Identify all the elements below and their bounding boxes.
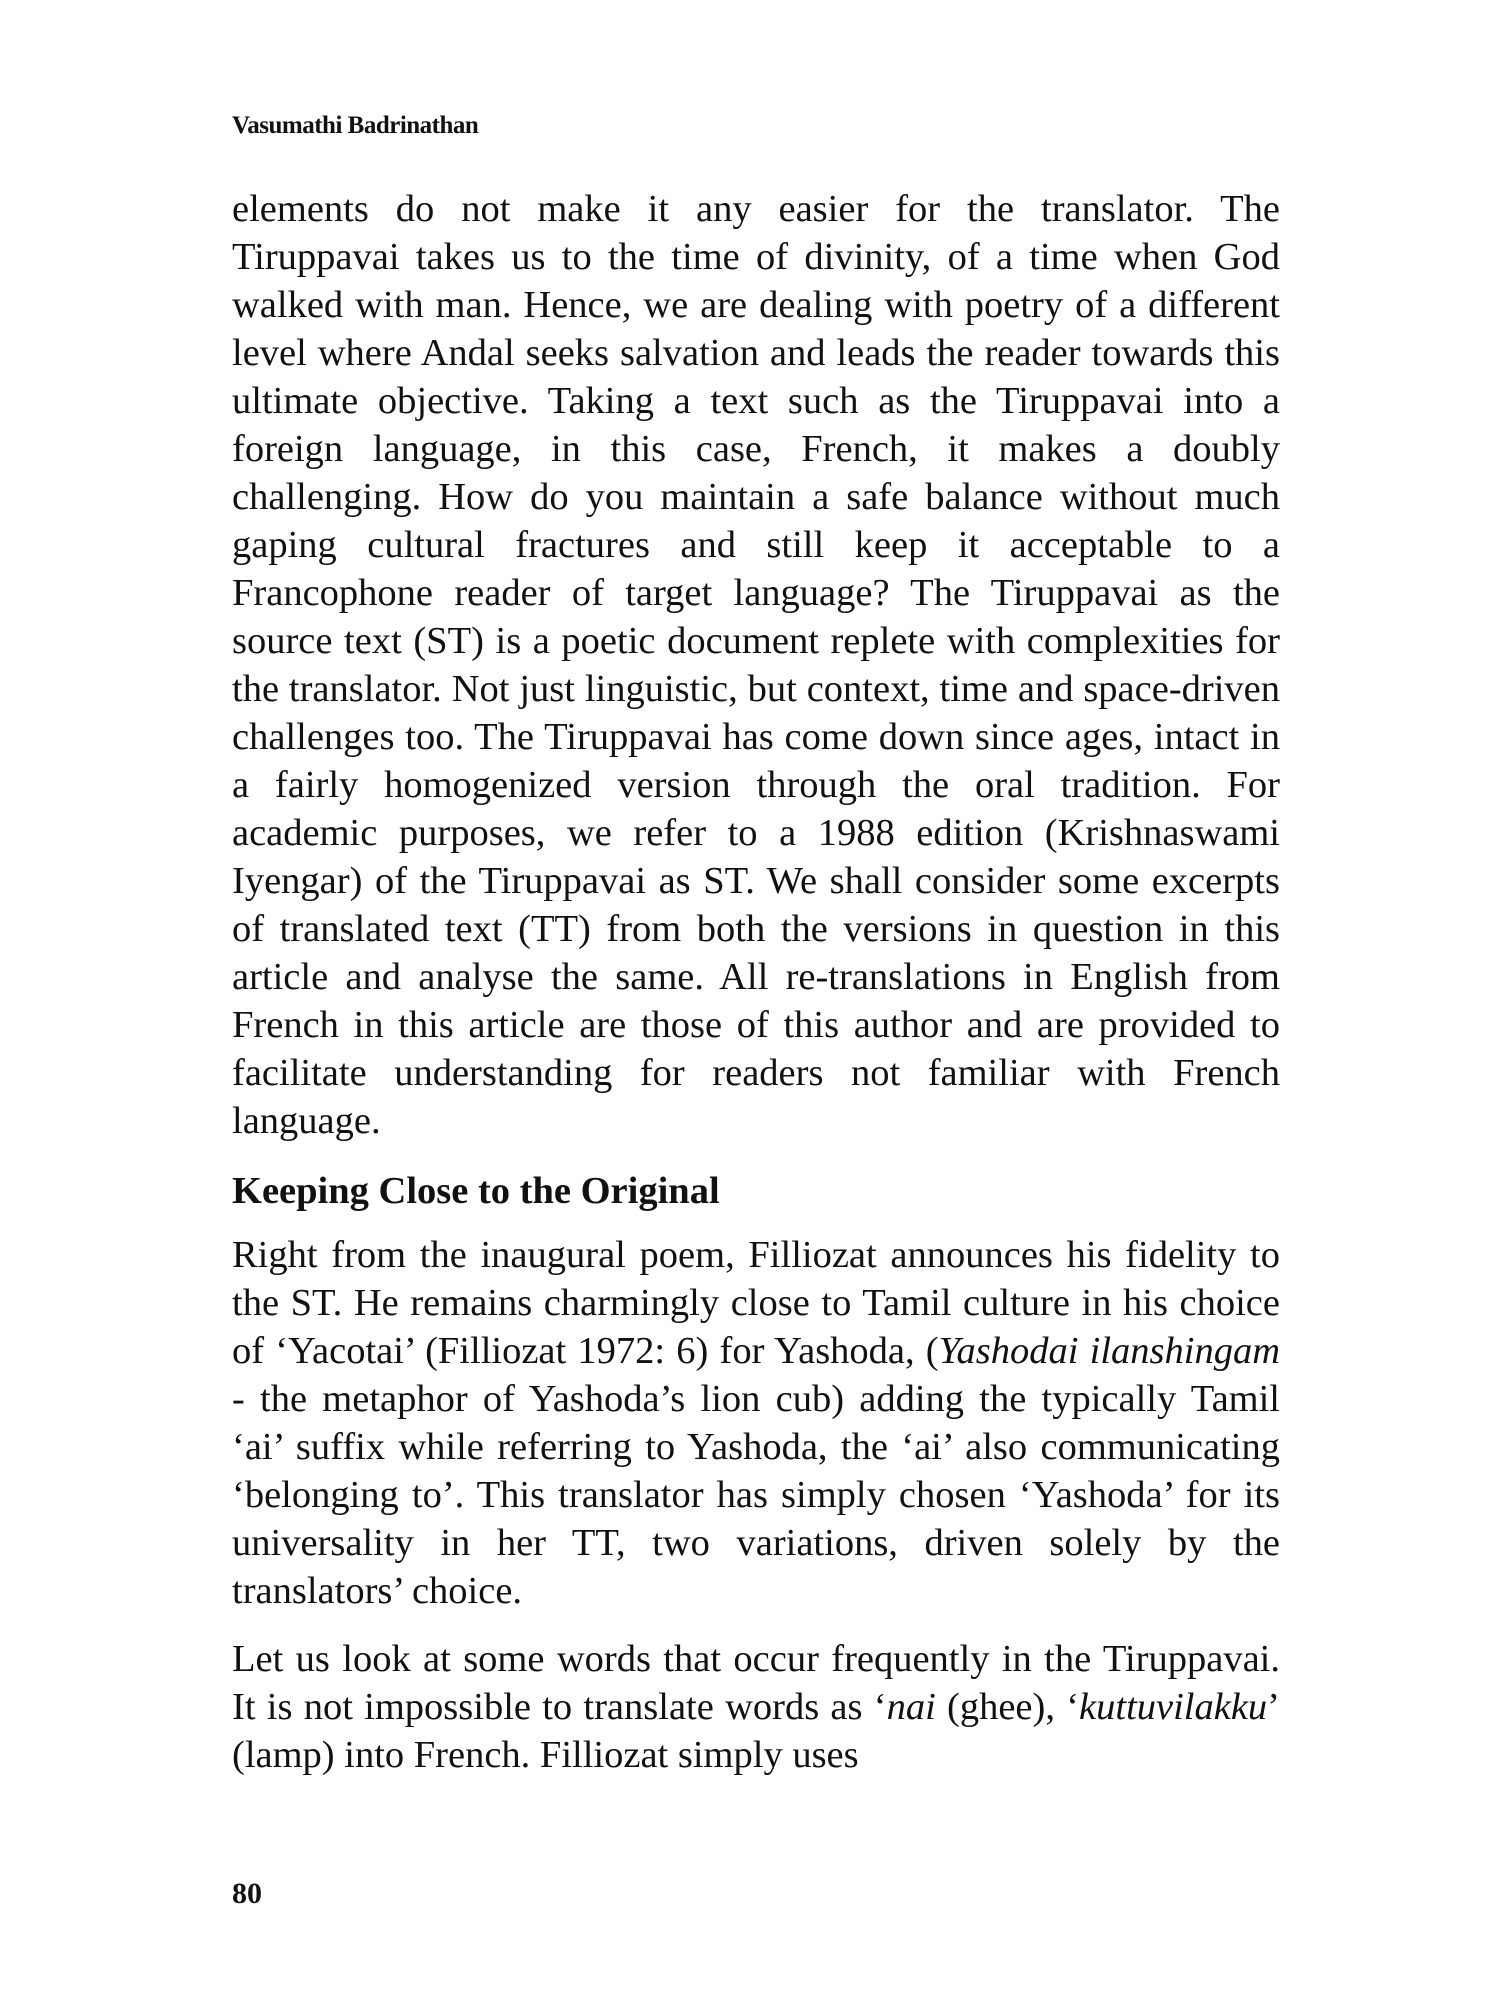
paragraph-2-italic-term: Yashodai ilanshingam: [938, 1330, 1281, 1372]
paragraph-2-text-a: Right from the inaugural poem, Filliozat announces his fidelity to the ST. He remains charmingly close to Tamil culture in his choice of ‘Yacotai’ (Filliozat 1972: 6) for Yashoda, (: [232, 1234, 1280, 1372]
page-body: [232, 185, 1280, 1779]
body-paragraph-3: [232, 1635, 1280, 1779]
paragraph-3-text-c: ’ (lamp) into French. Filliozat simply uses: [232, 1686, 1280, 1776]
body-paragraph-2: [232, 1231, 1280, 1615]
paragraph-3-text-b: (ghee), ‘: [935, 1686, 1080, 1728]
paragraph-2-text-b: - the metaphor of Yashoda’s lion cub) adding the typically Tamil ‘ai’ suffix while referring to Yashoda, the ‘ai’ also communicating ‘belonging to’. This translator has simply chosen ‘Yashoda’ for its universality in her TT, two variations, driven solely by the translators’ choice.: [232, 1378, 1280, 1612]
body-paragraph-1: elements do not make it any easier for the translator. The Tiruppavai takes us to the time of divinity, of a time when God walked with man. Hence, we are dealing with poetry of a different level where Andal seeks salvation and leads the reader towards this ultimate objective. Taking a text such as the Tiruppavai into a foreign language, in this case, French, it makes a doubly challenging. How do you maintain a safe balance without much gaping cultural fractures and still keep it acceptable to a Francophone reader of target language? The Tiruppavai as the source text (ST) is a poetic document replete with complexities for the translator. Not just linguistic, but context, time and space-driven challenges too. The Tiruppavai has come down since ages, intact in a fairly homogenized version through the oral tradition. For academic purposes, we refer to a 1988 edition (Krishnaswami Iyengar) of the Tiruppavai as ST. We shall consider some excerpts of translated text (TT) from both the versions in question in this article and analyse the same. All re-translations in English from French in this article are those of this author and are provided to facilitate understanding for readers not familiar with French language.: [232, 188, 1280, 1142]
page-number: 80: [232, 1877, 262, 1910]
paragraph-3-text-a: Let us look at some words that occur frequently in the Tiruppavai. It is not impossible to translate words as ‘: [232, 1638, 1280, 1728]
paragraph-3-italic-term-2: kuttuvilakku: [1079, 1686, 1268, 1728]
paragraph-3-italic-term-1: nai: [886, 1686, 936, 1728]
section-heading: Keeping Close to the Original: [232, 1170, 720, 1212]
running-head-author: Vasumathi Badrinathan: [232, 112, 479, 139]
